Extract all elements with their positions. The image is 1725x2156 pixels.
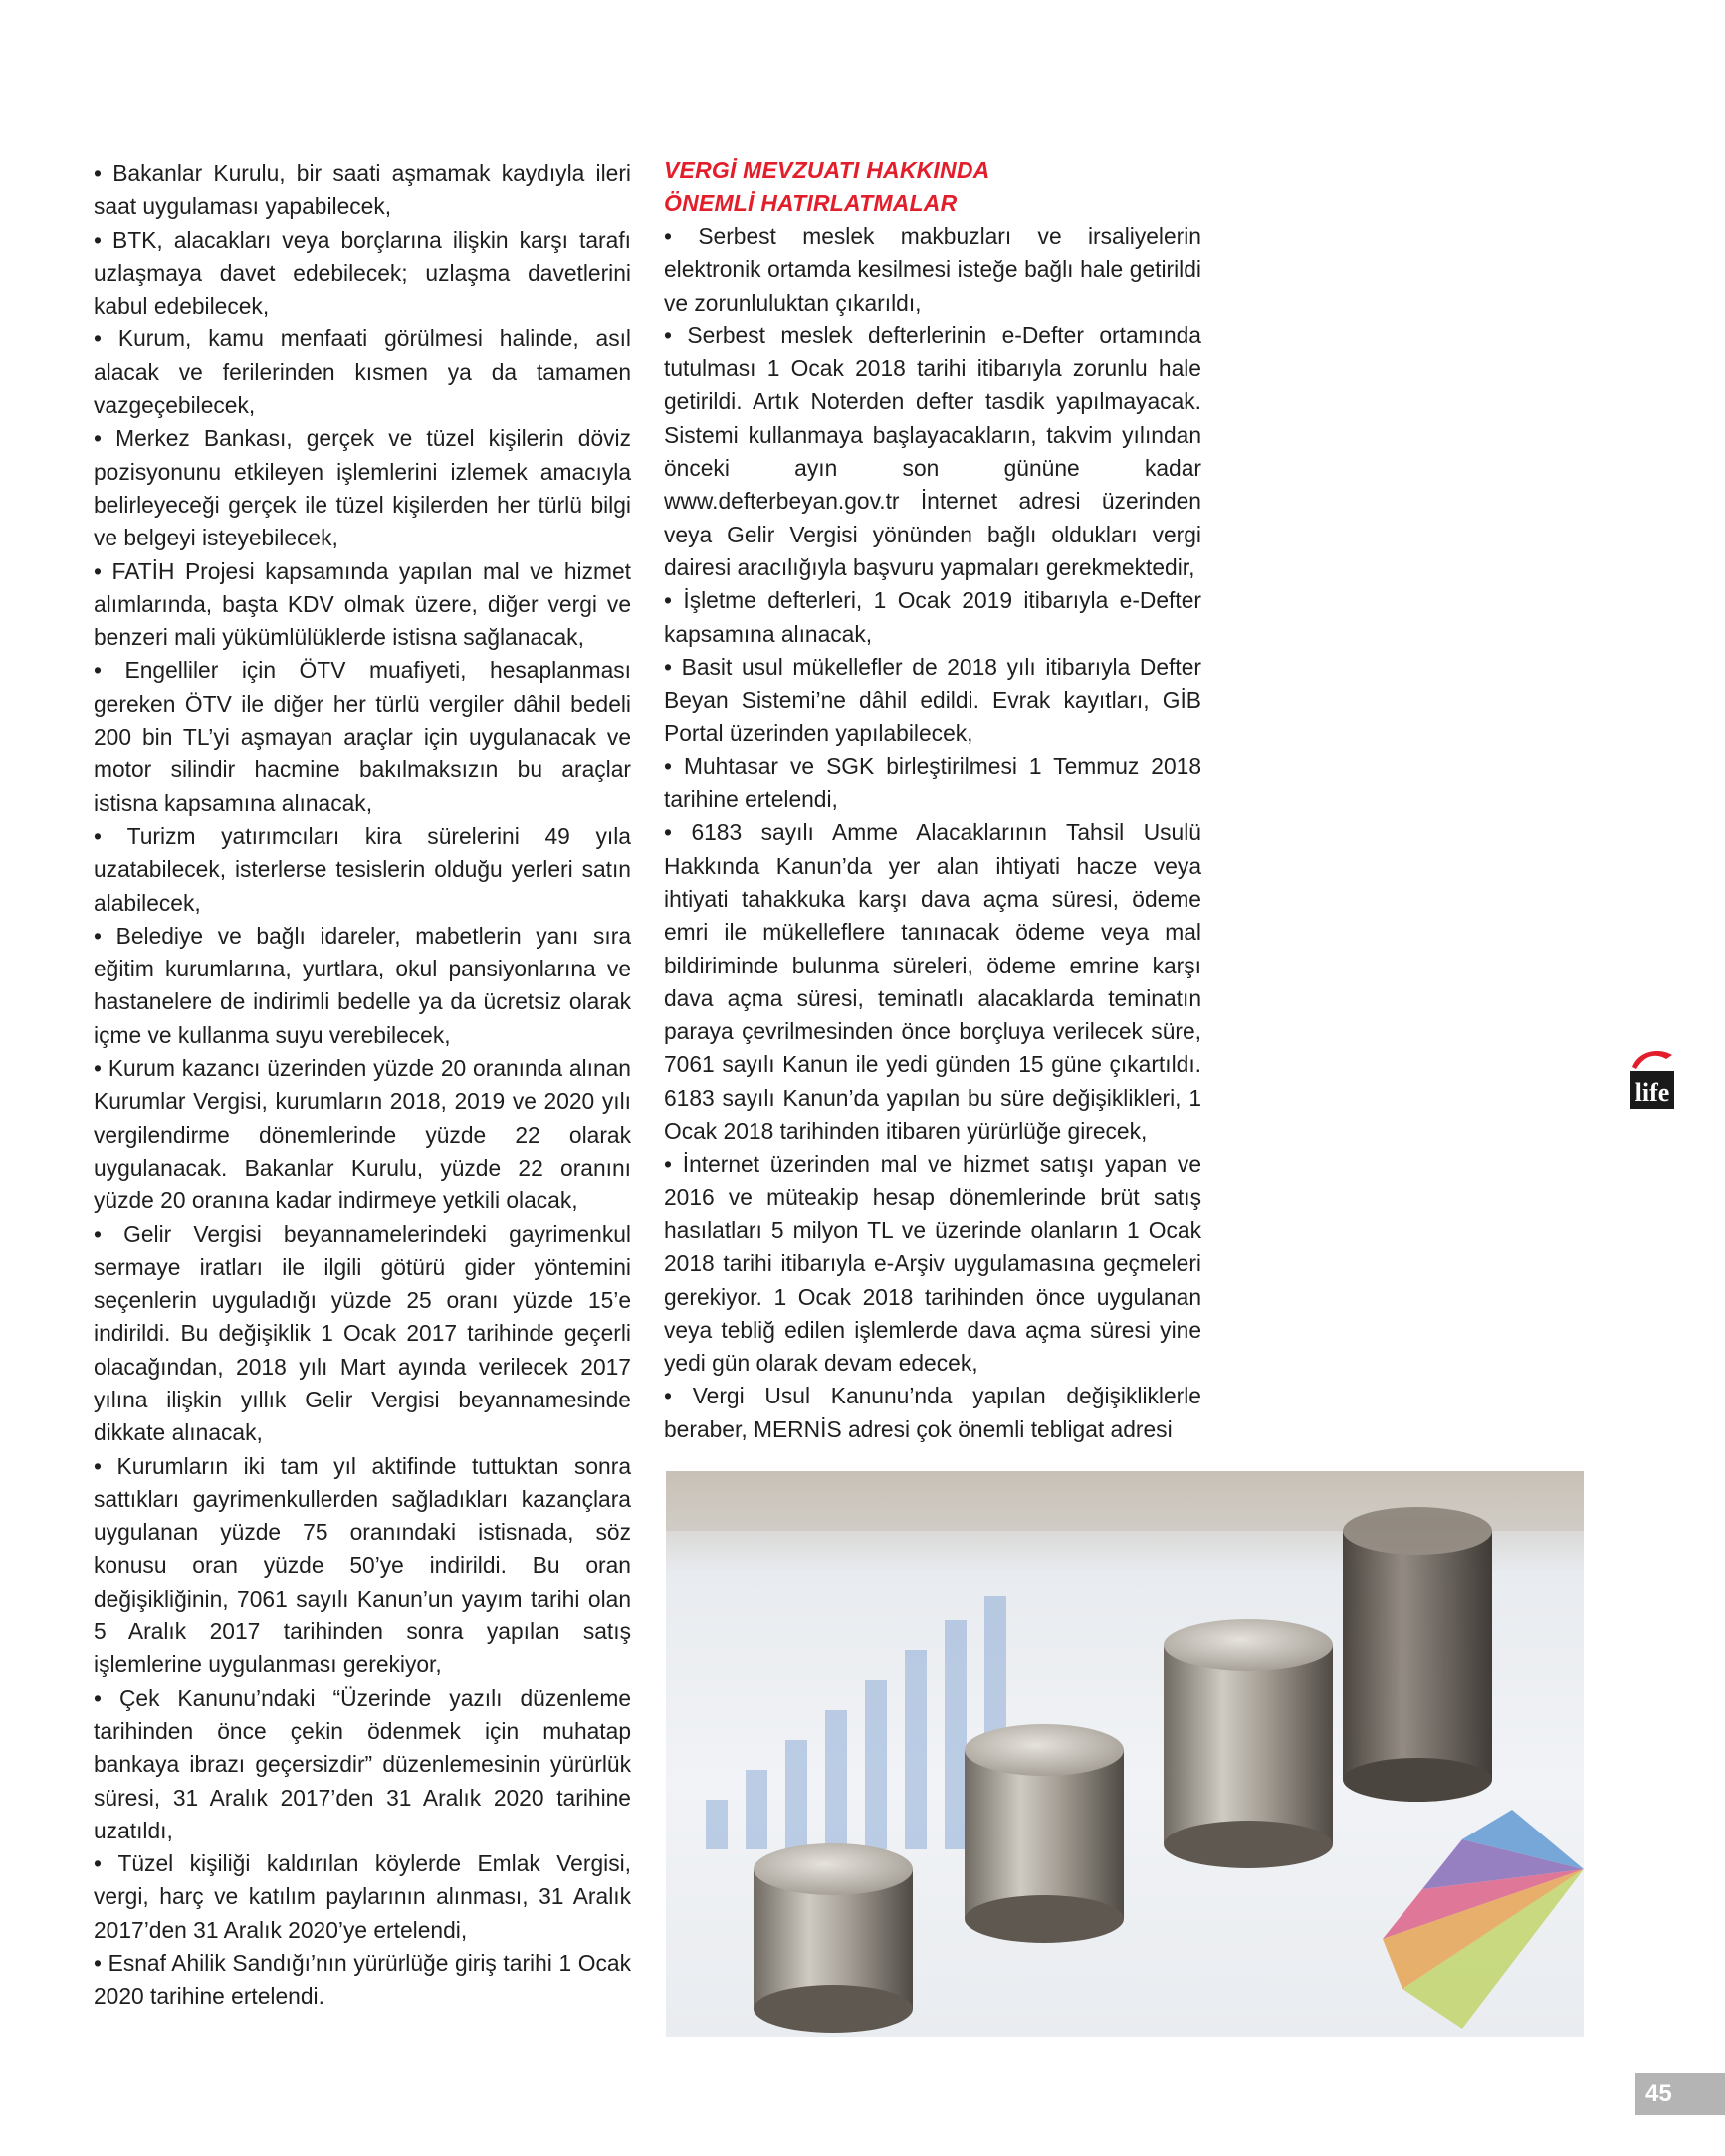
section-heading-line-1: VERGİ MEVZUATI HAKKINDA — [664, 157, 990, 183]
bullet-paragraph: • Merkez Bankası, gerçek ve tüzel kişilerin döviz pozisyonunu etkileyen işlemlerini izlemek amacıyla belirleyeceği gerçek ile tüzel kişilerden her türlü bilgi ve belgeyi isteyebilecek, — [94, 422, 631, 554]
bullet-paragraph: • Serbest meslek defterlerinin e-Defter ortamında tutulması 1 Ocak 2018 tarihi itibarıyla zorunlu hale getirildi. Artık Noterden defter tasdik yapılmayacak. Sistemi kullanmaya başlayacakların, takvim yılından önceki ayın son gününe kadar www.defterbeyan.gov.tr İnternet adresi üzerinden veya Gelir Vergisi yönünden bağlı oldukları vergi dairesi aracılığıyla başvuru yapmaları gerekmektedir, — [664, 320, 1201, 584]
coin-stack-tall — [1164, 1619, 1333, 1868]
left-column — [94, 157, 631, 2014]
right-column — [664, 154, 1201, 1446]
coin-stack-tallest — [1343, 1507, 1492, 1802]
bullet-paragraph: • Tüzel kişiliği kaldırılan köylerde Emlak Vergisi, vergi, harç ve katılım paylarının alınması, 31 Aralık 2017’den 31 Aralık 2020’ye ertelendi, — [94, 1847, 631, 1947]
bullet-paragraph: • Kurumların iki tam yıl aktifinde tuttuktan sonra sattıkları gayrimenkullerden sağladıkları kazançlara uygulanan yüzde 75 oranındaki istisnada, söz konusu oran yüzde 50’ye indirildi. Bu oran değişikliğinin, 7061 sayılı Kanun’un yayım tarihi olan 5 Aralık 2017 tarihinden sonra yapılan satış işlemlerine uygulanması gerekiyor, — [94, 1450, 631, 1682]
bullet-paragraph: • Turizm yatırımcıları kira sürelerini 49 yıla uzatabilecek, isterlerse tesislerin olduğu yerleri satın alabilecek, — [94, 820, 631, 920]
svg-text:life: life — [1634, 1078, 1670, 1107]
bullet-paragraph: • Bakanlar Kurulu, bir saati aşmamak kaydıyla ileri saat uygulaması yapabilecek, — [94, 157, 631, 224]
bullet-paragraph: • Engelliler için ÖTV muafiyeti, hesaplanması gereken ÖTV ile diğer her türlü vergiler dâhil bedeli 200 bin TL’yi aşmayan araçlar için uygulanacak ve motor silindir hacmine bakılmaksızın bu araçlar istisna kapsamına alınacak, — [94, 654, 631, 819]
page-number-text: 45 — [1645, 2080, 1672, 2107]
bullet-paragraph: • Serbest meslek makbuzları ve irsaliyelerin elektronik ortamda kesilmesi isteğe bağlı hale getirildi ve zorunluluktan çıkarıldı, — [664, 220, 1201, 320]
background-pie-chart — [1383, 1810, 1584, 2029]
bullet-paragraph: • Kurum kazancı üzerinden yüzde 20 oranında alınan Kurumlar Vergisi, kurumların 2018, 2019 ve 2020 yılı vergilendirme dönemlerinde yüzde 22 olarak uygulanacak. Bakanlar Kurulu, yüzde 22 oranını yüzde 20 oranına kadar indirmeye yetkili olacak, — [94, 1052, 631, 1217]
bullet-paragraph: • BTK, alacakları veya borçlarına ilişkin karşı tarafı uzlaşmaya davet edebilecek; uzlaşma davetlerini kabul edebilecek, — [94, 224, 631, 323]
life-logo-icon — [1628, 1045, 1676, 1110]
coins-stacks-photo — [666, 1471, 1584, 2037]
coins-photo-illustration — [666, 1471, 1584, 2037]
bullet-paragraph: • FATİH Projesi kapsamında yapılan mal ve hizmet alımlarında, başta KDV olmak üzere, diğer vergi ve benzeri mali yükümlülüklerde istisna sağlanacak, — [94, 555, 631, 655]
section-heading-line-2: ÖNEMLİ HATIRLATMALAR — [664, 190, 958, 216]
background-bar-chart — [706, 1596, 1006, 1849]
magazine-logo — [1628, 1045, 1676, 1110]
coin-stack-small — [754, 1843, 913, 2033]
bullet-paragraph: • 6183 sayılı Amme Alacaklarının Tahsil Usulü Hakkında Kanun’da yer alan ihtiyati hacze veya ihtiyati tahakkuka karşı dava açma süresi, ödeme emri ile mükelleflere tanınacak ödeme veya mal bildiriminde bulunma süreleri, ödeme emrine karşı dava açma süresi, teminatlı alacaklarda teminatın paraya çevrilmesinden önce borçluya verilecek süre, 7061 sayılı Kanun ile yedi günden 15 güne çıkartıldı. 6183 sayılı Kanun’da yapılan bu süre değişiklikleri, 1 Ocak 2018 tarihinden itibaren yürürlüğe girecek, — [664, 816, 1201, 1148]
bullet-paragraph: • Çek Kanunu’ndaki “Üzerinde yazılı düzenleme tarihinden önce çekin ödenmek için muhatap bankaya ibrazı geçersizdir” düzenlemesinin yürürlük süresi, 31 Aralık 2017’den 31 Aralık 2020 tarihine uzatıldı, — [94, 1682, 631, 1847]
bullet-paragraph: • Belediye ve bağlı idareler, mabetlerin yanı sıra eğitim kurumlarına, yurtlara, okul pansiyonlarına ve hastanelere de indirimli bedelle ya da ücretsiz olarak içme ve kullanma suyu verebilecek, — [94, 920, 631, 1052]
bullet-paragraph: • Muhtasar ve SGK birleştirilmesi 1 Temmuz 2018 tarihine ertelendi, — [664, 751, 1201, 817]
bullet-paragraph: • Esnaf Ahilik Sandığı’nın yürürlüğe giriş tarihi 1 Ocak 2020 tarihine ertelendi. — [94, 1947, 631, 2014]
bullet-paragraph: • Vergi Usul Kanunu’nda yapılan değişikliklerle beraber, MERNİS adresi çok önemli tebligat adresi — [664, 1380, 1201, 1446]
bullet-paragraph: • Gelir Vergisi beyannamelerindeki gayrimenkul sermaye iratları ile ilgili götürü gider yöntemini seçenlerin uyguladığı yüzde 25 oranı yüzde 15’e indirildi. Bu değişiklik 1 Ocak 2017 tarihinde geçerli olacağından, 2018 yılı Mart ayında verilecek 2017 yılına ilişkin yıllık Gelir Vergisi beyannamesinde dikkate alınacak, — [94, 1218, 631, 1450]
page-number — [1635, 2073, 1725, 2115]
section-heading — [664, 154, 1201, 220]
bullet-paragraph: • Kurum, kamu menfaati görülmesi halinde, asıl alacak ve ferilerinden kısmen ya da tamamen vazgeçebilecek, — [94, 323, 631, 422]
bullet-paragraph: • İşletme defterleri, 1 Ocak 2019 itibarıyla e-Defter kapsamına alınacak, — [664, 584, 1201, 651]
bullet-paragraph: • Basit usul mükellefler de 2018 yılı itibarıyla Defter Beyan Sistemi’ne dâhil edildi. Evrak kayıtları, GİB Portal üzerinden yapılabilecek, — [664, 651, 1201, 751]
bullet-paragraph: • İnternet üzerinden mal ve hizmet satışı yapan ve 2016 ve müteakip hesap dönemlerinde brüt satış hasılatları 5 milyon TL ve üzerinde olanların 1 Ocak 2018 tarihi itibarıyla e-Arşiv uygulamasına geçmeleri gerekiyor. 1 Ocak 2018 tarihinden önce uygulanan veya tebliğ edilen işlemlerde dava açma süresi yine yedi gün olarak devam edecek, — [664, 1148, 1201, 1380]
coin-stack-medium — [965, 1724, 1124, 1943]
